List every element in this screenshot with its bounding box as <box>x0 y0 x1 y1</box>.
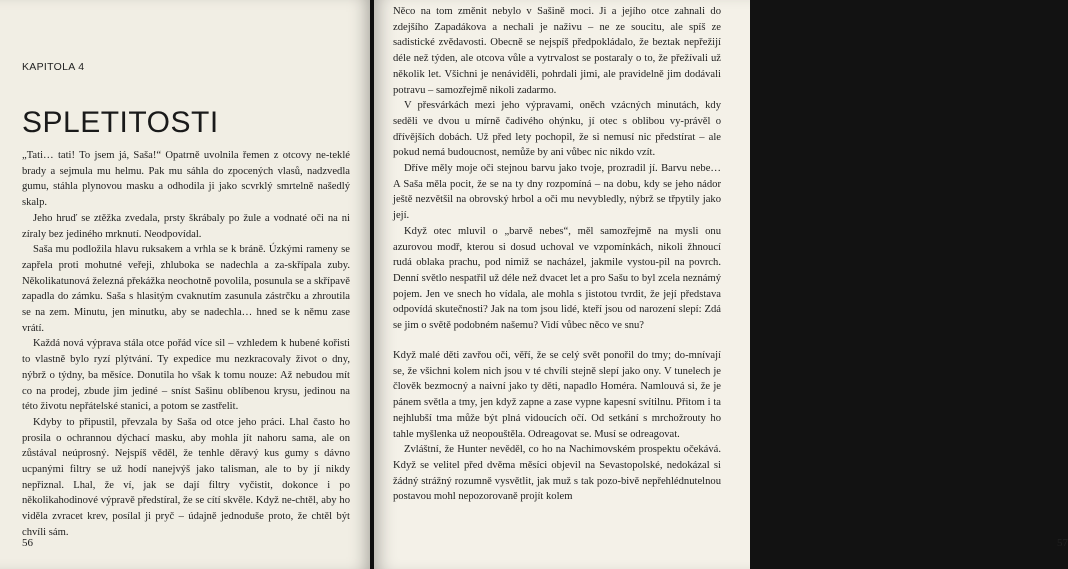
paragraph: Když malé děti zavřou oči, věří, že se celý svět ponořil do tmy; do-mnívají se, že všichni kolem nich jsou v té chvíli stejně slepí jako ony. V tunelech je člověk bezmocný a naivní jako ty děti, napadlo Homéra. Namlouvá si, že je pánem světla a tmy, jen když zapne a zase vypne kapesní svítilnu. Přitom i ta nejhlubší tma může být plná vidoucích očí. Od setkání s mrchožrouty ho tahle myšlenka už neopouštěla. Odreagovat se. Musí se odreagovat. <box>393 350 721 440</box>
paragraph: Jeho hruď se ztěžka zvedala, prsty škrábaly po žule a vodnaté oči na ni zíraly bez jediného mrknutí. Neodpovídal. <box>22 212 350 240</box>
left-page <box>0 0 372 569</box>
paragraph: „Tati… tati! To jsem já, Saša!“ Opatrně uvolnila řemen z otcovy ne-teklé brady a sejmula mu helmu. Pak mu sáhla do zpocených vlasů, nadzvedla gumu, stáhla plynovou masku a odhodila ji jako scvrklý smrtelně našedlý skalp. <box>22 150 350 209</box>
paragraph: Když otec mluvil o „barvě nebes“, měl samozřejmě na mysli onu azurovou modř, kterou si dosud uchoval ve vzpomínkách, nikoli žhnoucí rudá oblaka prachu, pod nimiž se nacházel, jakmile vystou-pil na povrch. Denní světlo nespatřil už déle než dvacet let a pro Sašu to byl zcela neznámý pojem. Jen ve snech ho vídala, ale mohla s jistotou tvrdit, že její představa odpovídá skutečnosti? Jak na tom jsou lidé, kteří jsou od narození slepí: Zdá se jim o světě podobném našemu? Vidí vůbec něco ve snu? <box>393 225 721 332</box>
paragraph: V přesvárkách mezi jeho výpravami, oněch vzácných minutách, kdy seděli ve dvou u mírně čadivého ohýnku, jí otec s oblibou vy-právěl o dřívějších dobách. Už před lety pochopil, že si nemusí nic předstírat – ale pokud nemá budoucnost, nemůže by ani vůbec nic nikdo vzít. <box>393 100 721 159</box>
page-number-right: 57 <box>1057 537 1068 549</box>
chapter-label: KAPITOLA 4 <box>22 61 85 73</box>
right-page-body-top <box>393 4 721 334</box>
paragraph: Každá nová výprava stála otce pořád více sil – vzhledem k hubené kořisti to vlastně bylo ryzí plýtvání. Ty expedice mu nezkracovaly život o dny, nýbrž o týdny, ba měsíce. Donutila ho však k tomu nouze: Až nebudou mít co na prodej, zbude jim jediné – sníst Sašinu oblíbenou krysu, jedinou na této životu nepřátelské stanici, a potom se zastřelit. <box>22 338 350 413</box>
page-number-left: 56 <box>22 537 33 549</box>
paragraph: Něco na tom změnit nebylo v Sašině moci. Ji a jejího otce zahnali do zdejšího Zapadákova a nechali je naživu – ne ze soucitu, ale spíš ze sadistické zvědavosti. Obecně se nejspíš předpokládalo, že beztak nepřežijí déle než týden, ale otcova vůle a vytrvalost se postaraly o to, že přežívali už několik let. Všichni je nenáviděli, pohrdali jimi, ale pravidelně jim dodávali potravu – samozřejmě nikoli zadarmo. <box>393 6 721 96</box>
right-page-body-bottom <box>393 348 721 505</box>
chapter-title: SPLETITOSTI <box>22 106 219 140</box>
paragraph: Dříve měly moje oči stejnou barvu jako tvoje, prozradil jí. Barvu nebe… A Saša měla pocit, že se na ty dny rozpomíná – na dobu, kdy se jeho nádor ještě nezvětšil na obrovský hrbol a oči mu nevybledly, nýbrž se třpytily jako její. <box>393 163 721 222</box>
paragraph: Zvláštní, že Hunter nevěděl, co ho na Nachimovském prospektu očekává. Když se velitel před dvěma měsíci objevil na Sevastopolské, nedokázal si žádný strážný rozumně vysvětlit, jak muž s tak pozo-bivě nepřehlédnutelnou postavou mohl nepozorovaně projít kolem <box>393 444 721 503</box>
paragraph: Kdyby to připustil, převzala by Saša od otce jeho práci. Lhal často ho prosila o ochrannou dýchací masku, aby mohla jít nahoru sama, ale on zůstával neúprosný. Nejspíš věděl, že tenhle děravý kus gumy s dávno ucpanými filtry se už hodí nanejvýš jako talisman, ale to by jí nikdy nepřiznal. Lhal, že ví, jak se dají filtry vyčistit, dokonce i po několikahodinové výpravě předstíral, že se cítí skvěle. Když ne-chtěl, aby ho viděla zvracet krev, posílal ji pryč – údajně jednoduše proto, že chtěl být chvíli sám. <box>22 416 350 538</box>
paragraph: Saša mu podložila hlavu ruksakem a vrhla se k bráně. Úzkými rameny se zapřela proti mohutné veřeji, zhluboka se nadechla a za-skřípala zuby. Několikatunová železná překážka neochotně povolila, posunula se a skřípavě zapadla do zámku. Saša s hlasitým cvaknutím zasunula zástrčku a zhroutila se na zem. Minutu, jen minutku, aby se nadechla… hned se k němu zase vrátí. <box>22 244 350 334</box>
left-page-body <box>22 148 350 541</box>
